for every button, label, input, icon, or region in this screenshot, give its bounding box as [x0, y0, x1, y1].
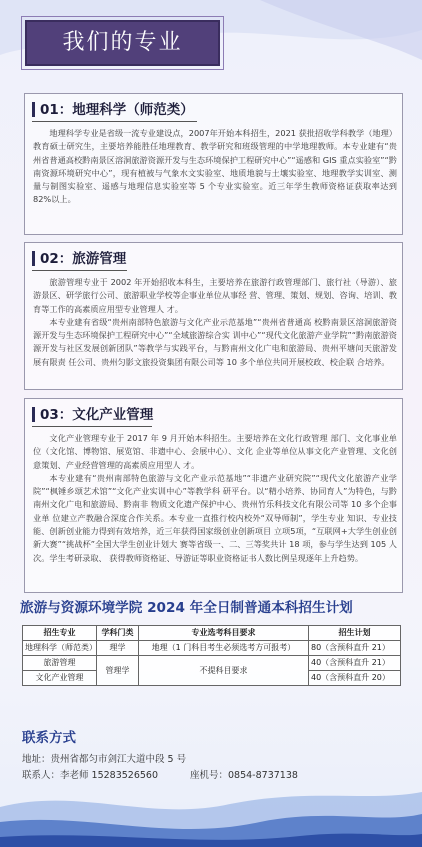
requirement-cell: 不提科目要求	[139, 656, 309, 686]
major-cell: 文化产业管理	[23, 671, 97, 686]
heading-bar	[32, 102, 35, 117]
section-paragraph: 旅游管理专业于 2002 年开始招收本科生，主要培养在旅游行政管理部门、旅行社（导游）、旅游景区、研学旅行公司、旅游职业学校等企事业单位从事经 营、管理、策划、规划、咨询、培训、教育等工作的高素质应用型专业管理人 才。	[33, 277, 397, 314]
section-body	[33, 432, 397, 565]
section-heading	[32, 100, 252, 120]
quota-cell: 80（含预科直升 21）	[309, 641, 401, 656]
category-cell: 管理学	[97, 656, 139, 686]
section-paragraph: 地理科学专业是省级一流专业建设点，2007年开始本科招生，2021 获批招收学科教学（地理）教育硕士研究生，主要培养能胜任地理教育、教学研究和班级管理的中学地理教师。本专业建有“贵州省普通高校黔南景区溶洞旅游资源开发与生态环境保护工程研究中心”“遥感和 GIS 重点实验室”“黔南资源环境研究中心”，现有植被与气象水文实验室、地质地貌与土壤实验室、地理教学实训室、测量与制图实验室、遥感与地理信息实验室等 5 个专业实验室。近三年学生教师资格证获取率达到82%以上。	[33, 128, 397, 205]
decorative-wave-bottom	[0, 752, 422, 847]
section-tourism	[24, 242, 403, 390]
contact-title: 联系方式	[22, 730, 76, 746]
column-header: 招生专业	[23, 626, 97, 641]
quota-cell: 40（含预科直升 20）	[309, 671, 401, 686]
heading-bar	[32, 251, 35, 266]
section-paragraph: 本专业建有省级“贵州南部特色旅游与文化产业示范基地”“贵州省普通高 校黔南景区溶洞旅游资源开发与生态环境保护工程研究中心”“全域旅游综合实 训中心”“现代文化旅游产业学院”“黔南旅游资源开发与社区发展创新团队”等教学与实践平台，与黔南州文化广电和旅游局、贵州平塘问天旅游发展有限责 任公司、贵州匀影文旅投资集团有限公司等 10 多个单位共同开展校政、校企联 合培养。	[33, 316, 397, 367]
table-header-row	[23, 626, 401, 641]
heading-underline	[32, 270, 127, 271]
section-body	[33, 127, 397, 207]
page-title: 我们的专业	[62, 30, 183, 55]
major-cell: 地理科学（师范类）	[23, 641, 97, 656]
column-header: 学科门类	[97, 626, 139, 641]
requirement-cell: 地理（1 门科目考生必须选考方可报考）	[139, 641, 309, 656]
section-heading	[32, 405, 252, 425]
heading-underline	[32, 426, 152, 427]
major-cell: 旅游管理	[23, 656, 97, 671]
section-culture-industry	[24, 398, 403, 593]
enrollment-plan-table	[22, 625, 401, 686]
section-title: 02：旅游管理	[40, 251, 127, 267]
page-title-box	[25, 20, 220, 66]
section-title: 03：文化产业管理	[40, 407, 154, 423]
section-paragraph: 本专业建有“贵州南部特色旅游与文化产业示范基地”“非遗产业研究院”“现代文化旅游产业学院”“枫锤乡颂艺术馆”“文化产业实训中心”等教学科 研平台。以“精小培养、协同育人”为特色，与黔南州文化广电和旅游局、黔南非 物质文化遗产保护中心、贵州竹乐科技文化有限公司等 10 多个企事业单 位建立产教融合深度合作关系。本专业一直推行校内校外“双导师制”，学生专业 知识、专业技能、创新创业能力得到有效培养，近三年获得国家级创业创新项目 立项5项，“互联网+大学生创业创新大赛”“挑战杯”全国大学生创业计划大 赛等省级一、二、三等奖共计 18 项，参与学生达到 105 人次。学生考研录取、 获得教师资格证、导游证等职业资格证书人数比例呈现逐年上升趋势。	[33, 472, 397, 563]
enrollment-plan-title: 旅游与资源环境学院 2024 年全日制普通本科招生计划	[20, 600, 353, 616]
table-row	[23, 641, 401, 656]
quota-cell: 40（含预科直升 21）	[309, 656, 401, 671]
section-paragraph: 文化产业管理专业于 2017 年 9 月开始本科招生。主要培养在文化行政管理 部门、文化事业单位（文化馆、博物馆、展览馆、非遗中心、会展中心）、文化 企业等单位从事文化产业管理、文化创意策划、产业经营管理的高素质应用型人 才。	[33, 433, 397, 470]
heading-underline	[32, 121, 197, 122]
contact-person: 联系人：李老师 15283526560	[22, 770, 159, 781]
contact-address: 地址：贵州省都匀市剑江大道中段 5 号	[22, 754, 187, 765]
table-row	[23, 656, 401, 671]
heading-bar	[32, 407, 35, 422]
category-cell: 理学	[97, 641, 139, 656]
section-body	[33, 276, 397, 369]
contact-phone: 座机号：0854-8737138	[190, 770, 298, 781]
section-title: 01：地理科学（师范类）	[40, 102, 194, 118]
column-header: 招生计划	[309, 626, 401, 641]
section-heading	[32, 249, 252, 269]
section-geography	[24, 93, 403, 235]
column-header: 专业选考科目要求	[139, 626, 309, 641]
